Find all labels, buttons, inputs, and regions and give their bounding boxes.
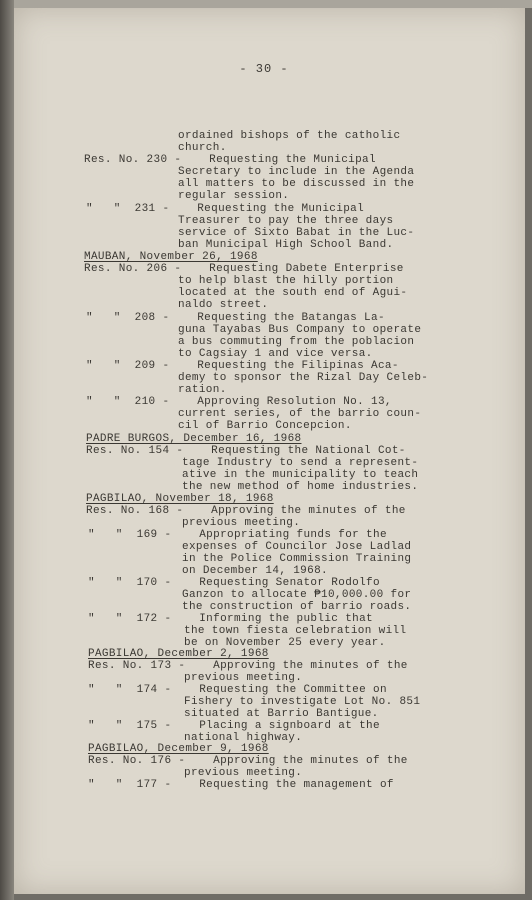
text-line: Res. No. 168 - Approving the minutes of the [86, 505, 406, 517]
text-line: to Cagsiay 1 and vice versa. [178, 348, 373, 360]
text-line: the new method of home industries. [182, 481, 419, 493]
page-number: - 30 - [239, 62, 289, 76]
text-line: Fishery to investigate Lot No. 851 [184, 696, 421, 708]
text-line: ative in the municipality to teach [182, 469, 419, 481]
text-line: " " 174 - Requesting the Committee on [88, 684, 387, 696]
text-line: church. [178, 142, 227, 154]
text-line: " " 177 - Requesting the management of [88, 779, 394, 791]
section-heading: PADRE BURGOS, December 16, 1968 [86, 433, 302, 445]
text-line: " " 210 - Approving Resolution No. 13, [86, 396, 392, 408]
text-line: Res. No. 230 - Requesting the Municipal [84, 154, 376, 166]
text-line: ban Municipal High School Band. [178, 239, 394, 251]
text-line: located at the south end of Agui- [178, 287, 408, 299]
text-line: Res. No. 206 - Requesting Dabete Enterprise [84, 263, 404, 275]
section-heading: PAGBILAO, December 2, 1968 [88, 648, 269, 660]
text-line: Secretary to include in the Agenda [178, 166, 415, 178]
section-heading: MAUBAN, November 26, 1968 [84, 251, 258, 263]
text-line: the town fiesta celebration will [184, 625, 407, 637]
text-line: Treasurer to pay the three days [178, 215, 394, 227]
text-line: Res. No. 176 - Approving the minutes of the [88, 755, 408, 767]
text-line: ration. [178, 384, 227, 396]
text-line: national highway. [184, 732, 303, 744]
text-line: in the Police Commission Training [182, 553, 412, 565]
text-line: Res. No. 173 - Approving the minutes of the [88, 660, 408, 672]
text-line: tage Industry to send a represent- [182, 457, 419, 469]
text-line: Res. No. 154 - Requesting the National Cot- [86, 445, 406, 457]
text-line: guna Tayabas Bus Company to operate [178, 324, 422, 336]
text-line: naldo street. [178, 299, 269, 311]
section-heading: PAGBILAO, December 9, 1968 [88, 743, 269, 755]
text-line: previous meeting. [184, 672, 303, 684]
text-line: situated at Barrio Bantigue. [184, 708, 379, 720]
text-line: expenses of Councilor Jose Ladlad [182, 541, 412, 553]
text-line: a bus commuting from the poblacion [178, 336, 415, 348]
text-line: to help blast the hilly portion [178, 275, 394, 287]
text-line: cil of Barrio Concepcion. [178, 420, 352, 432]
text-line: Ganzon to allocate ₱10,000.00 for [182, 589, 412, 601]
text-line: " " 169 - Appropriating funds for the [88, 529, 387, 541]
text-line: ordained bishops of the catholic [178, 130, 401, 142]
text-line: " " 231 - Requesting the Municipal [86, 203, 365, 215]
text-line: " " 209 - Requesting the Filipinas Aca- [86, 360, 399, 372]
text-line: be on November 25 every year. [184, 637, 386, 649]
text-line: " " 208 - Requesting the Batangas La- [86, 312, 385, 324]
text-line: " " 170 - Requesting Senator Rodolfo [88, 577, 380, 589]
text-line: previous meeting. [184, 767, 303, 779]
text-line: current series, of the barrio coun- [178, 408, 422, 420]
text-line: " " 172 - Informing the public that [88, 613, 373, 625]
text-line: previous meeting. [182, 517, 301, 529]
text-line: all matters to be discussed in the [178, 178, 415, 190]
text-line: service of Sixto Babat in the Luc- [178, 227, 415, 239]
text-line: on December 14, 1968. [182, 565, 328, 577]
text-line: the construction of barrio roads. [182, 601, 412, 613]
text-line: regular session. [178, 190, 290, 202]
text-line: demy to sponsor the Rizal Day Celeb- [178, 372, 429, 384]
section-heading: PAGBILAO, November 18, 1968 [86, 493, 274, 505]
text-line: " " 175 - Placing a signboard at the [88, 720, 380, 732]
